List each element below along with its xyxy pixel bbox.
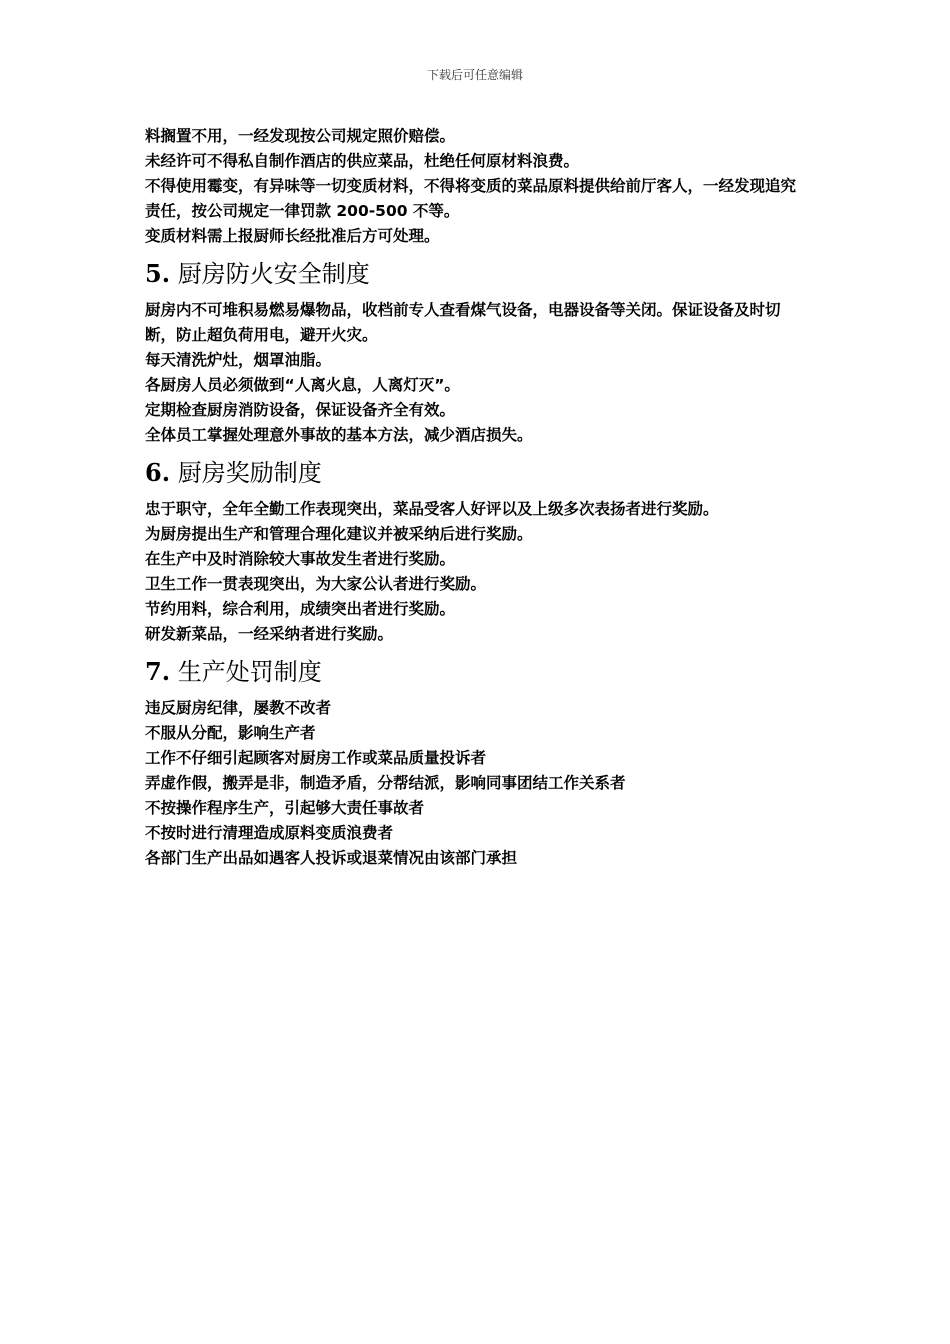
section-item: 各部门生产出品如遇客人投诉或退菜情况由该部门承担 xyxy=(145,849,518,867)
section-number: 6. xyxy=(145,458,171,487)
section-item: 研发新菜品，一经采纳者进行奖励。 xyxy=(145,625,394,643)
intro-paragraph: 料搁置不用，一经发现按公司规定照价赔偿。 xyxy=(145,127,456,145)
section-item: 定期检查厨房消防设备，保证设备齐全有效。 xyxy=(145,401,456,419)
section-item: 卫生工作一贯表现突出，为大家公认者进行奖励。 xyxy=(145,575,487,593)
section-heading-fire-safety xyxy=(145,258,810,290)
section-item: 工作不仔细引起顾客对厨房工作或菜品质量投诉者 xyxy=(145,749,487,767)
section-item: 不按时进行清理造成原料变质浪费者 xyxy=(145,824,394,842)
document-body xyxy=(145,124,810,871)
section-item: 忠于职守，全年全勤工作表现突出，菜品受客人好评以及上级多次表扬者进行奖励。 xyxy=(145,500,719,518)
section-item: 节约用料，综合利用，成绩突出者进行奖励。 xyxy=(145,600,456,618)
section-item: 弄虚作假，搬弄是非，制造矛盾，分帮结派，影响同事团结工作关系者 xyxy=(145,774,626,792)
section-heading-penalties xyxy=(145,656,810,688)
section-title-text: 厨房防火安全制度 xyxy=(177,260,370,288)
section-item: 全体员工掌握处理意外事故的基本方法，减少酒店损失。 xyxy=(145,426,533,444)
section-title-text: 厨房奖励制度 xyxy=(177,459,322,487)
section-item: 为厨房提出生产和管理合理化建议并被采纳后进行奖励。 xyxy=(145,525,533,543)
intro-paragraph: 不得使用霉变，有异味等一切变质材料，不得将变质的菜品原料提供给前厅客人，一经发现追究责任，按公司规定一律罚款 200-500 不等。 xyxy=(145,177,797,220)
intro-paragraph: 未经许可不得私自制作酒店的供应菜品，杜绝任何原材料浪费。 xyxy=(145,152,580,170)
section-item: 厨房内不可堆积易燃易爆物品，收档前专人查看煤气设备，电器设备等关闭。保证设备及时切断，防止超负荷用电，避开火灾。 xyxy=(145,301,781,344)
header-note: 下载后可任意编辑 xyxy=(426,68,523,82)
section-number: 5. xyxy=(145,259,171,288)
section-item: 各厨房人员必须做到“人离火息，人离灯灭”。 xyxy=(145,376,460,394)
section-number: 7. xyxy=(145,657,171,686)
section-item: 不按操作程序生产，引起够大责任事故者 xyxy=(145,799,425,817)
section-item: 在生产中及时消除较大事故发生者进行奖励。 xyxy=(145,550,456,568)
intro-paragraph: 变质材料需上报厨师长经批准后方可处理。 xyxy=(145,227,440,245)
section-item: 不服从分配，影响生产者 xyxy=(145,724,316,742)
section-item: 违反厨房纪律，屡教不改者 xyxy=(145,699,332,717)
section-title-text: 生产处罚制度 xyxy=(177,658,322,686)
section-item: 每天清洗炉灶，烟罩油脂。 xyxy=(145,351,332,369)
section-heading-rewards xyxy=(145,457,810,489)
